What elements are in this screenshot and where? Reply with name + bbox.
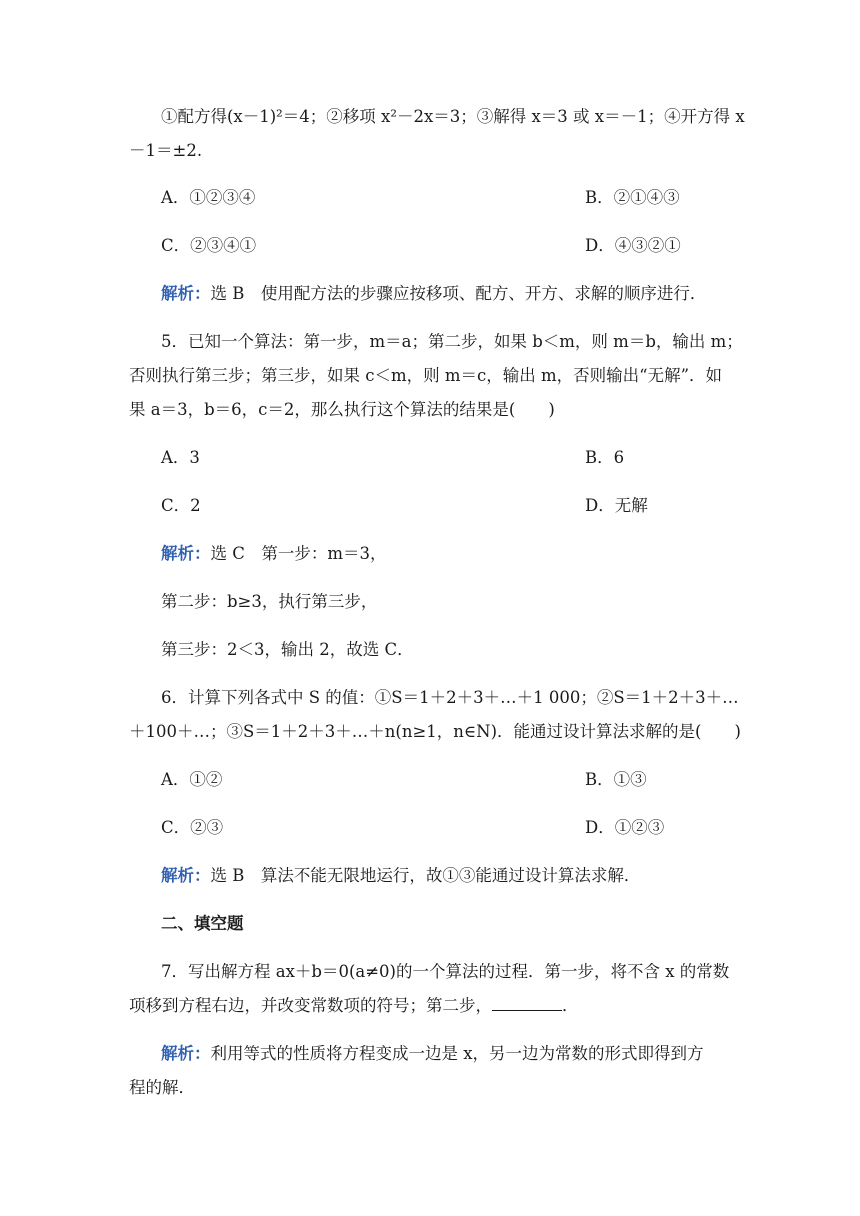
answer-label: 解析： (161, 1044, 211, 1063)
q5-option-a: A．3 (161, 448, 200, 467)
q5-option-row (161, 446, 625, 470)
q5-answer (161, 542, 387, 566)
q4-option-row (161, 234, 681, 258)
q5-answer-line: 第二步：b≥3，执行第三步， (161, 592, 378, 611)
q7-stem-line (129, 994, 579, 1018)
q5-option-b: B．6 (585, 448, 625, 467)
q7-stem-end: ． (562, 996, 579, 1015)
q6-stem-line: ＋100＋…；③S＝1＋2＋3＋…＋n(n≥1，n∈N)．能通过设计算法求解的是( ) (129, 722, 741, 741)
q6-option-d: D．①②③ (585, 818, 665, 837)
q5-stem-line: 否则执行第三步；第三步，如果 c＜m，则 m＝c，输出 m，否则输出“无解”．如 (129, 366, 723, 385)
q5-option-row (161, 494, 648, 518)
q4-option-d: D．④③②① (585, 236, 681, 255)
q7-stem-line: 7．写出解方程 ax＋b＝0(a≠0)的一个算法的过程．第一步，将不含 x 的常数 (161, 962, 730, 981)
q7-answer (161, 1042, 704, 1066)
q4-option-row (161, 186, 680, 210)
q4-option-b: B．②①④③ (585, 188, 680, 207)
section-heading: 二、填空题 (161, 914, 244, 933)
q6-option-c: C．②③ (161, 818, 224, 837)
answer-label: 解析： (161, 284, 211, 303)
q5-stem-line: 5．已知一个算法：第一步，m＝a；第二步，如果 b＜m，则 m＝b，输出 m； (161, 332, 743, 351)
q6-option-row (161, 816, 665, 840)
answer-text: 选 B 使用配方法的步骤应按移项、配方、开方、求解的顺序进行． (210, 284, 707, 303)
q6-option-b: B．①③ (585, 770, 647, 789)
q6-answer (161, 864, 640, 888)
q6-option-a: A．①② (161, 770, 223, 789)
q4-answer (161, 282, 706, 306)
q5-option-c: C．2 (161, 496, 201, 515)
q7-stem-text: 项移到方程右边，并改变常数项的符号；第二步， (129, 996, 492, 1015)
q6-option-row (161, 768, 647, 792)
answer-text: 利用等式的性质将方程变成一边是 x，另一边为常数的形式即得到方 (210, 1044, 704, 1063)
q4-content-line: －1＝±2. (129, 141, 203, 160)
answer-text: 选 B 算法不能无限地运行，故①③能通过设计算法求解． (210, 866, 641, 885)
q5-answer-line: 第三步：2＜3，输出 2，故选 C． (161, 640, 414, 659)
answer-text: 选 C 第一步：m＝3， (210, 544, 387, 563)
answer-blank[interactable] (492, 994, 562, 1011)
q5-option-d: D．无解 (585, 496, 648, 515)
answer-label: 解析： (161, 866, 211, 885)
q6-stem-line: 6．计算下列各式中 S 的值：①S＝1＋2＋3＋…＋1 000；②S＝1＋2＋3＋… (161, 688, 739, 707)
answer-label: 解析： (161, 544, 211, 563)
q4-option-c: C．②③④① (161, 236, 257, 255)
q5-stem-line: 果 a＝3，b＝6，c＝2，那么执行这个算法的结果是( ) (129, 400, 555, 419)
q7-answer-line: 程的解． (129, 1078, 195, 1097)
q4-option-a: A．①②③④ (161, 188, 256, 207)
q4-content-line: ①配方得(x－1)²＝4；②移项 x²－2x＝3；③解得 x＝3 或 x＝－1；④开方得 x (161, 107, 745, 126)
